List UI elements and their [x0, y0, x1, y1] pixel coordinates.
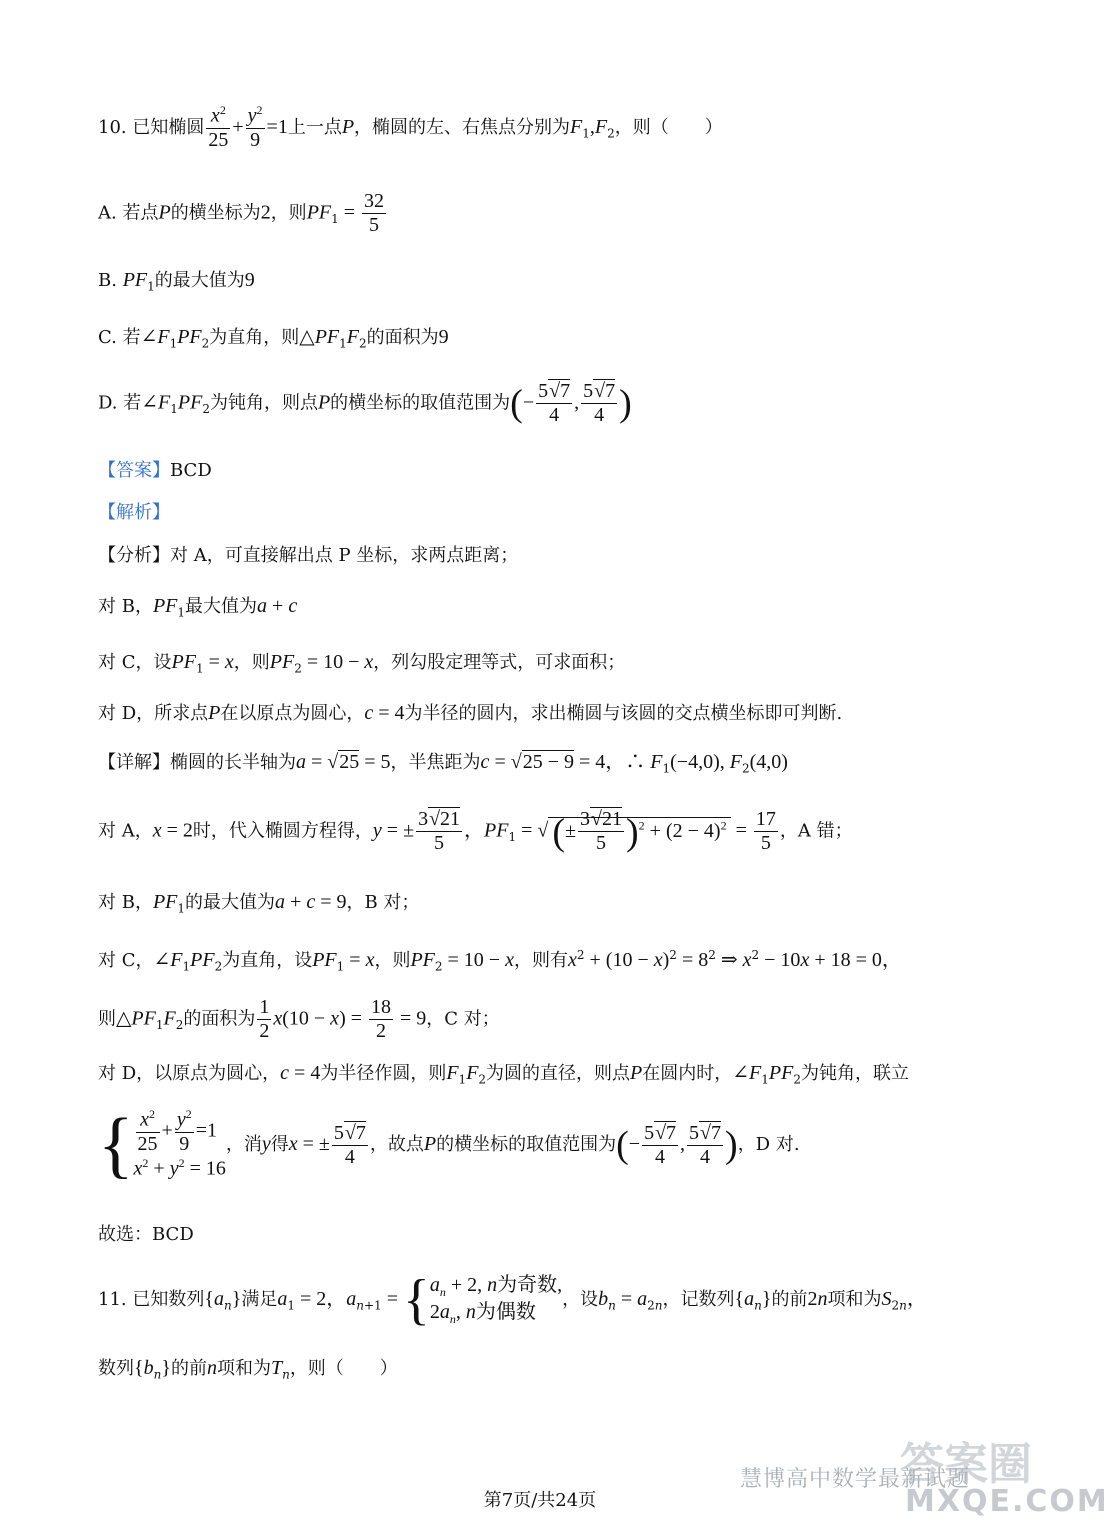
option-a: A. 若点P的横坐标为2，则$PF_1$ = $\frac{32}{5}$	[98, 190, 385, 236]
answer-line	[98, 462, 212, 480]
fenxi-line-2: 对 B，$PF_1$最大值为a + c	[98, 595, 298, 620]
watermark-url: MXQE.COM	[905, 1484, 1109, 1519]
detail-d-1: 对 D，以原点为圆心，c = 4为半径作圆，则$F_1F_2$为圆的直径，则点P在圆内时，$\angle F_1PF_2$为钝角，联立	[98, 1062, 909, 1087]
detail-a: 对 A，x = 2时，代入椭圆方程得，y = ± $\frac{3√21}{5}$ ，$PF_1$ = √ (± $\frac{3√21}{5}$ )$^2 + (2 - 4)^2$ = $\frac{17}{5}$ ，A 错；	[98, 808, 853, 855]
detail-c-2: 则$\triangle PF_1F_2$的面积为 $\frac{1}{2}$ x(10 − x) = $\frac{18}{2}$ = 9，C 对；	[98, 996, 500, 1042]
q11-stem: 11. 已知数列$\{a_n\}$满足$a_1 = 2$，$a_{n+1}$ = { $a_n + 2$, n为奇数, $2a_n$, n为偶数 ，设$b_n = a_{2n}$，记数列$\{a_n\}$的前2n项和为$S_{2n}$，	[98, 1269, 927, 1331]
option-d: D. 若$\angle F_1PF_2$为钝角，则点P的横坐标的取值范围为(− $\frac{5√7}{4}$ , $\frac{5√7}{4}$ )	[98, 380, 632, 426]
fenxi-line-3: 对 C，设$PF_1 = x$，则$PF_2 = 10 - x$，列勾股定理等式，可求面积；	[98, 651, 626, 676]
answer-tag: 【答案】	[98, 460, 170, 481]
detail-line-1: 【详解】椭圆的长半轴为a = √25 = 5，半焦距为c = √25 − 9 = 4，∴ $F_1(-4,0)$, $F_2(4,0)$	[98, 751, 788, 776]
q11-line-2: 数列$\{b_n\}$的前n项和为$T_n$，则（ ）	[98, 1357, 398, 1382]
q10-number: 10.	[98, 116, 127, 138]
option-b: B. $PF_1$的最大值为9	[98, 269, 255, 294]
watermark-text: 慧博高中数学最新试题	[740, 1467, 971, 1492]
detail-d-2: { $\frac{x^2}{25}$ + $\frac{y^2}{9}$ =1 $x^2 + y^2 = 16$ ，消y得x = ± $\frac{5√7}{4}$ ，故点P的横坐标的取值范围为(− $\frac{5√7}{4}$ , $\frac{5√7}{4}$ )，D 对.	[98, 1104, 800, 1186]
detail-c-1: 对 C，$\angle F_1PF_2$为直角，设$PF_1 = x$，则$PF_2 = 10 - x$，则有$x^2 + (10 - x)^2 = 8^2$ ⇒ $x^2 - 10x + 18 = 0$，	[98, 948, 902, 974]
q10-stem: 10. 已知椭圆 $\frac{x^2}{25}$ + $\frac{y^2}{9}$ =1上一点P，椭圆的左、右焦点分别为$F_1,F_2$，则（ ）	[98, 103, 723, 151]
fenxi-line-4: 对 D，所求点P在以原点为圆心，c = 4为半径的圆内，求出椭圆与该圆的交点横坐标即可判断.	[98, 702, 843, 724]
watermark-logo: 答案圈	[900, 1439, 1032, 1490]
detail-b: 对 B，$PF_1$的最大值为a + c = 9，B 对；	[98, 891, 420, 916]
answer-value: BCD	[170, 460, 212, 481]
option-c: C. 若$\angle F_1PF_2$为直角，则$\triangle PF_1F_2$的面积为9	[98, 326, 449, 351]
q11-number: 11.	[98, 1289, 127, 1310]
page-footer: 第7页/共24页	[483, 1490, 597, 1511]
fenxi-line-1: 【分析】对 A，可直接解出点 P 坐标，求两点距离；	[98, 545, 519, 566]
final-choice: 故选：BCD	[98, 1224, 194, 1245]
analysis-tag: 【解析】	[98, 502, 170, 523]
